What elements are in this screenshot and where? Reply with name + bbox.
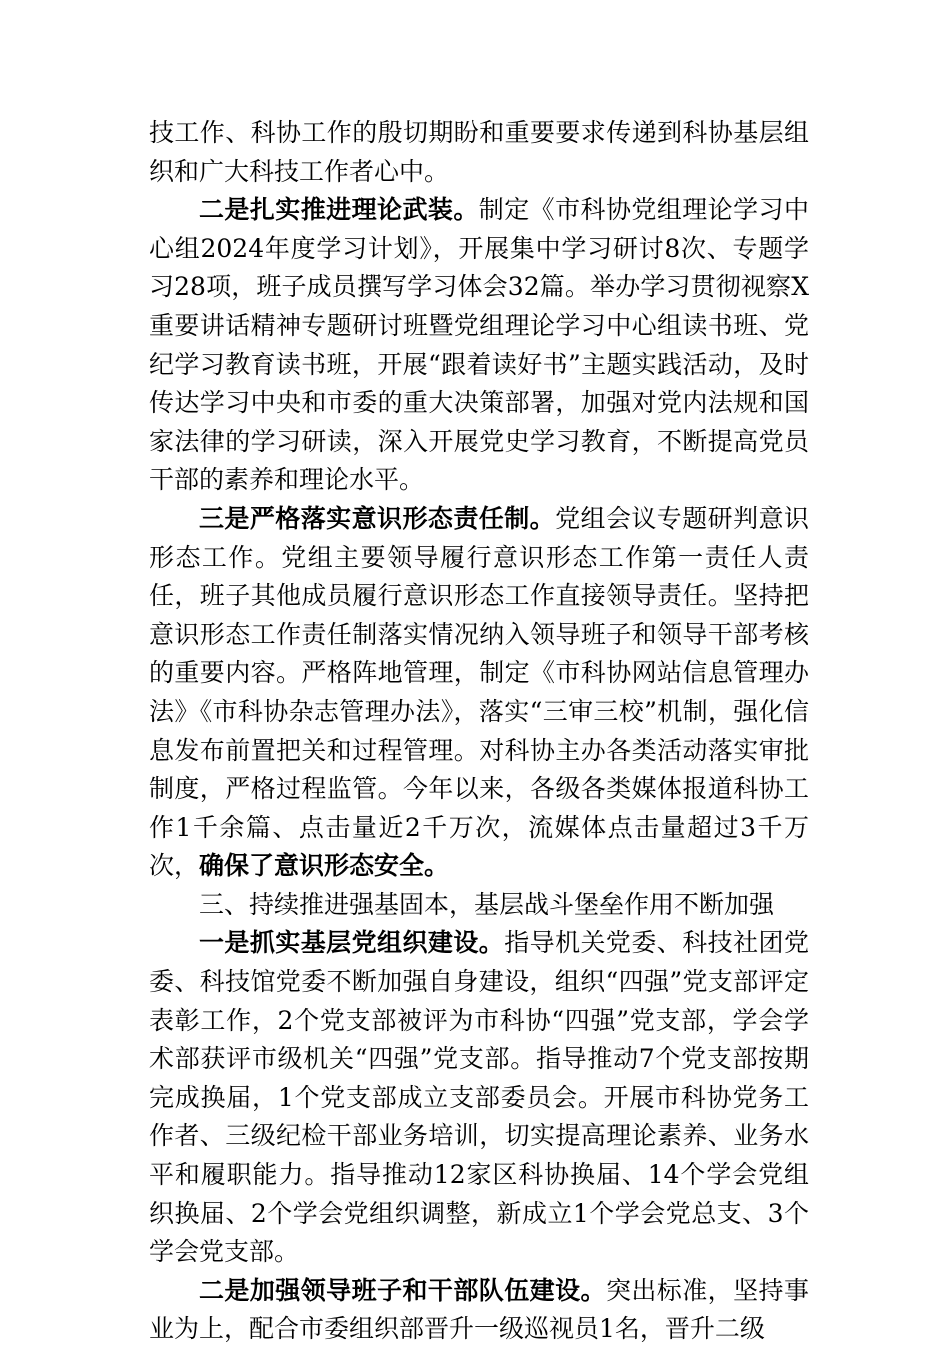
paragraph-body: 指导机关党委、科技社团党委、科技馆党委不断加强自身建设，组织“四强”党支部评定表彰工作，2个党支部被评为市科协“四强”党支部，学会学术部获评市级机关“四强”党支部。指导推动7个党支部按期完成换届，1个党支部成立支部委员会。开展市科协党务工作者、三级纪检干部业务培训，切实提高理论素养、业务水平和履职能力。指导推动12家区科协换届、14个学会党组织换届、2个学会党组织调整，新成立1个学会党总支、3个学会党支部。 (149, 928, 809, 1267)
document-page (149, 114, 809, 1349)
paragraph-theory-study (149, 191, 809, 500)
paragraph-party-organization (149, 924, 809, 1271)
paragraph-lead: 二是扎实推进理论武装。 (199, 195, 479, 225)
paragraph-body: 制定《市科协党组理论学习中心组2024年度学习计划》，开展集中学习研讨8次、专题学习28项，班子成员撰写学习体会32篇。举办学习贯彻视察X重要讲话精神专题研讨班暨党组理论学习中心组读书班、党纪学习教育读书班，开展“跟着读好书”主题实践活动，及时传达学习中央和市委的重大决策部署，加强对党内法规和国家法律的学习研读，深入开展党史学习教育，不断提高党员干部的素养和理论水平。 (149, 195, 809, 495)
paragraph-leadership-team (149, 1272, 809, 1349)
paragraph-lead: 一是抓实基层党组织建设。 (199, 928, 505, 958)
paragraph-lead: 二是加强领导班子和干部队伍建设。 (199, 1275, 606, 1305)
paragraph-tail: 确保了意识形态安全。 (199, 851, 450, 881)
paragraph-continuation (149, 114, 809, 191)
paragraph-body: 突出标准，坚持事业为上，配合市委组织部晋升一级巡视员1名，晋升二级 (149, 1275, 809, 1344)
paragraph-body: 技工作、科协工作的殷切期盼和重要要求传递到科协基层组织和广大科技工作者心中。 (149, 118, 809, 186)
section-heading: 三、持续推进强基固本，基层战斗堡垒作用不断加强 (199, 889, 775, 919)
paragraph-body: 党组会议专题研判意识形态工作。党组主要领导履行意识形态工作第一责任人责任，班子其他成员履行意识形态工作直接领导责任。坚持把意识形态工作责任制落实情况纳入领导班子和领导干部考核的重要内容。严格阵地管理，制定《市科协网站信息管理办法》《市科协杂志管理办法》，落实“三审三校”机制，强化信息发布前置把关和过程管理。对科协主办各类活动落实审批制度，严格过程监管。今年以来，各级各类媒体报道科协工作1千余篇、点击量近2千万次，流媒体点击量超过3千万次， (149, 503, 809, 881)
paragraph-lead: 三是严格落实意识形态责任制。 (199, 503, 556, 533)
paragraph-ideology-responsibility (149, 500, 809, 886)
